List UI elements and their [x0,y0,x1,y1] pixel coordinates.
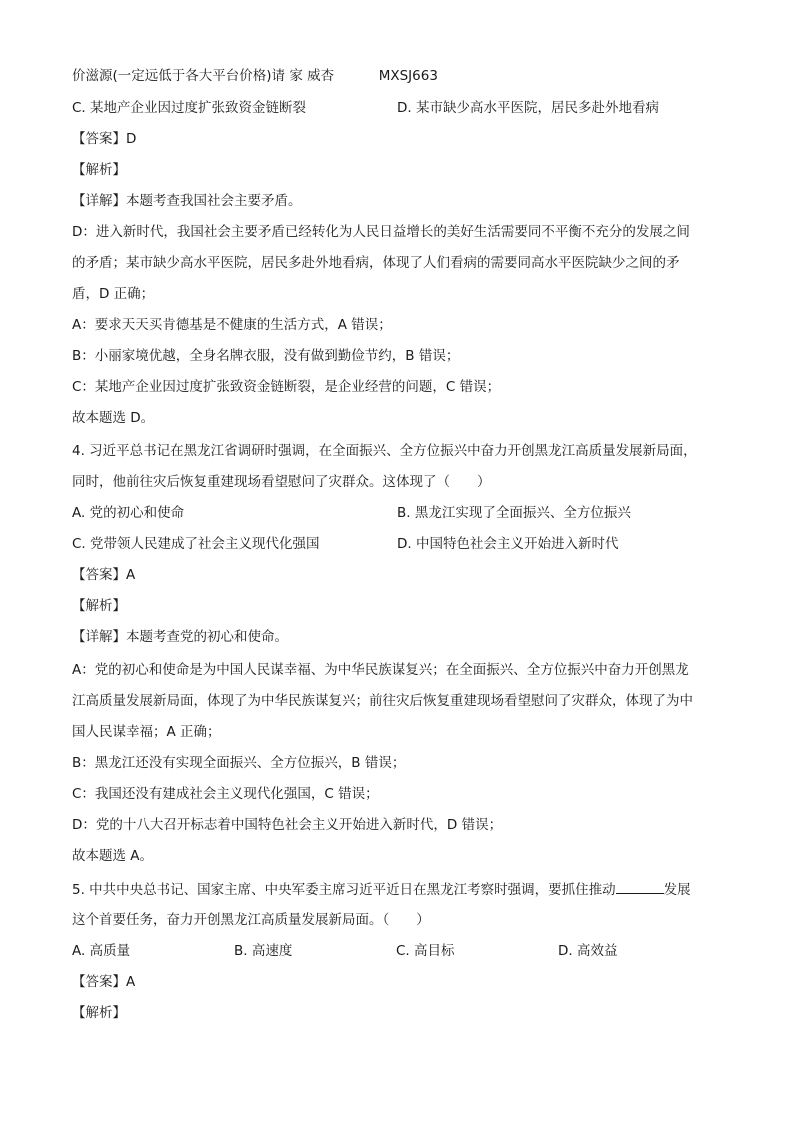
q3-detail: 【详解】本题考查我国社会主要矛盾。 [72,193,302,209]
q5-answer: 【答案】A [72,974,136,990]
q4-a-line3: 国人民谋幸福；A 正确； [72,724,221,740]
q3-answer: 【答案】D [72,131,137,147]
q4-options-cd [72,535,722,553]
q4-option-d: D. 中国特色社会主义开始进入新时代 [397,536,619,552]
q3-d-line2: 的矛盾；某市缺少高水平医院，居民多赴外地看病，体现了人们看病的需要同高水平医院缺少之间的矛 [72,255,680,271]
q3-option-d: D. 某市缺少高水平医院，居民多赴外地看病 [397,100,659,116]
q3-a-line: A：要求天天买肯德基是不健康的生活方式，A 错误； [72,317,392,333]
q5-stem-line2: 这个首要任务，奋力开创黑龙江高质量发展新局面。（ ） [72,912,430,928]
q4-stem-line1: 4. 习近平总书记在黑龙江省调研时强调，在全面振兴、全方位振兴中奋力开创黑龙江高质量发展新局面， [72,443,697,459]
ad-text: 价滋源(一定远低于各大平台价格)请 家 威杏 [72,68,335,84]
q3-analysis-label: 【解析】 [72,162,126,178]
q4-b-line: B：黑龙江还没有实现全面振兴、全方位振兴，B 错误； [72,755,406,771]
q5-stem-before: 5. 中共中央总书记、国家主席、中央军委主席习近平近日在黑龙江考察时强调，要抓住推动 [72,882,616,898]
q5-options [72,942,722,960]
q5-option-d: D. 高效益 [558,943,618,959]
q5-stem-after: 发展 [663,882,691,898]
q3-c-line: C：某地产企业因过度扩张致资金链断裂，是企业经营的问题，C 错误； [72,379,501,395]
q5-analysis-label: 【解析】 [72,1005,126,1021]
q4-analysis-label: 【解析】 [72,598,126,614]
q3-d-line1: D：进入新时代，我国社会主要矛盾已经转化为人民日益增长的美好生活需要同不平衡不充分的发展之间 [72,224,690,240]
q4-a-line2: 江高质量发展新局面，体现了为中华民族谋复兴；前往灾后恢复重建现场看望慰问了灾群众，体现了为中 [72,693,693,709]
ad-code: MXSJ663 [378,68,438,84]
q4-option-b: B. 黑龙江实现了全面振兴、全方位振兴 [397,505,631,521]
q5-option-c: C. 高目标 [396,943,455,959]
q4-c-line: C：我国还没有建成社会主义现代化强国，C 错误； [72,786,379,802]
q3-b-line: B：小丽家境优越，全身名牌衣服，没有做到勤俭节约，B 错误； [72,348,460,364]
q5-option-a: A. 高质量 [72,943,131,959]
q3-d-line3: 盾，D 正确； [72,286,155,302]
q4-stem-line2: 同时，他前往灾后恢复重建现场看望慰问了灾群众。这体现了（ ） [72,474,491,490]
q4-detail: 【详解】本题考查党的初心和使命。 [72,629,288,645]
q4-options-ab [72,504,722,522]
q3-option-c: C. 某地产企业因过度扩张致资金链断裂 [72,100,307,116]
q3-options-cd [72,99,722,117]
q5-stem-line1 [72,880,722,899]
q4-a-line1: A：党的初心和使命是为中国人民谋幸福、为中华民族谋复兴；在全面振兴、全方位振兴中奋力开创黑龙 [72,662,689,678]
q4-option-a: A. 党的初心和使命 [72,505,185,521]
q4-option-c: C. 党带领人民建成了社会主义现代化强国 [72,536,320,552]
header-line [72,67,722,85]
q3-conclusion: 故本题选 D。 [72,410,155,426]
q4-d-line: D：党的十八大召开标志着中国特色社会主义开始进入新时代，D 错误； [72,817,503,833]
q5-fill-blank [616,880,664,894]
q4-conclusion: 故本题选 A。 [72,848,154,864]
q4-answer: 【答案】A [72,567,136,583]
q5-option-b: B. 高速度 [234,943,293,959]
